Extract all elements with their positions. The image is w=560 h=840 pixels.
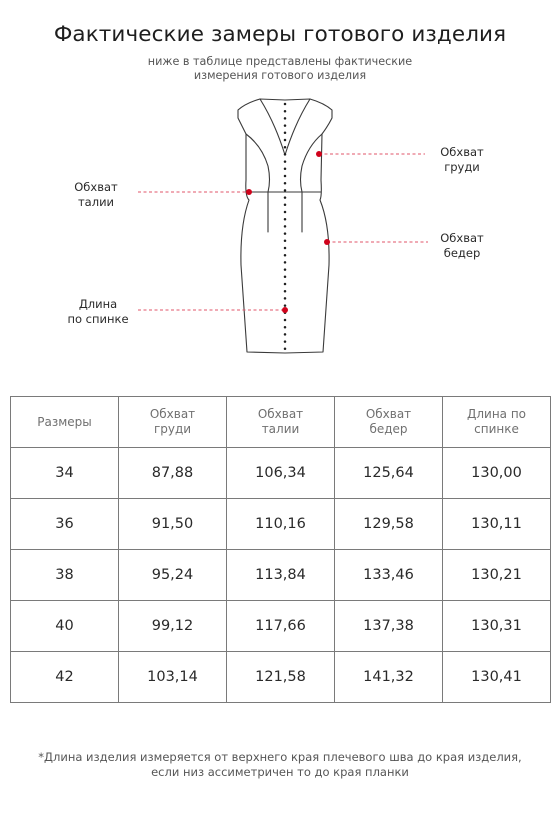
size-table-header-row — [11, 397, 551, 448]
length-dot — [284, 110, 287, 113]
length-dot — [284, 268, 287, 271]
length-dot — [284, 254, 287, 257]
header-chest-line-1: Обхват — [149, 407, 196, 421]
header-hips-line-1: Обхват — [365, 407, 412, 421]
cell-length: 130,31 — [443, 601, 551, 652]
footnote — [0, 750, 560, 780]
length-dot — [284, 319, 287, 322]
length-dot — [284, 204, 287, 207]
cell-waist: 121,58 — [227, 652, 335, 703]
length-dot — [284, 225, 287, 228]
length-label-line-2: по спинке — [67, 312, 129, 326]
header-chest-line-2: груди — [153, 422, 192, 436]
length-dot — [284, 132, 287, 135]
length-dot — [284, 333, 287, 336]
length-dot — [284, 218, 287, 221]
cell-chest: 91,50 — [119, 499, 227, 550]
cell-chest: 99,12 — [119, 601, 227, 652]
cell-waist: 113,84 — [227, 550, 335, 601]
table-row — [11, 499, 551, 550]
header-chest — [119, 397, 227, 448]
length-dot — [284, 124, 287, 127]
waist-label — [66, 180, 126, 210]
dress-outline-right — [285, 99, 332, 353]
cell-hips: 129,58 — [335, 499, 443, 550]
hips-label — [432, 231, 492, 261]
cell-hips: 125,64 — [335, 448, 443, 499]
length-dot — [284, 211, 287, 214]
length-label-line-1: Длина — [78, 297, 118, 311]
length-dot — [284, 146, 287, 149]
length-dot — [284, 153, 287, 156]
length-dot — [284, 189, 287, 192]
length-dot — [284, 304, 287, 307]
length-label — [58, 297, 138, 327]
cell-size: 36 — [11, 499, 119, 550]
table-row — [11, 652, 551, 703]
cell-hips: 141,32 — [335, 652, 443, 703]
cell-waist: 110,16 — [227, 499, 335, 550]
length-dot — [284, 103, 287, 106]
length-dot — [284, 168, 287, 171]
length-dot — [284, 160, 287, 163]
hips-marker — [324, 239, 330, 245]
cell-length: 130,21 — [443, 550, 551, 601]
cell-length: 130,00 — [443, 448, 551, 499]
page-title: Фактические замеры готового изделия — [53, 22, 507, 47]
header-sizes — [11, 397, 119, 448]
length-dot — [284, 283, 287, 286]
header-length — [443, 397, 551, 448]
chest-label-line-2: груди — [444, 160, 480, 174]
waist-label-line-2: талии — [77, 195, 115, 209]
footnote-line-2: если низ ассиметричен то до края планки — [151, 765, 409, 779]
table-row — [11, 550, 551, 601]
length-marker — [282, 307, 288, 313]
length-dot — [284, 232, 287, 235]
length-dot — [284, 290, 287, 293]
size-table — [10, 396, 551, 703]
length-dot — [284, 297, 287, 300]
cell-chest: 95,24 — [119, 550, 227, 601]
length-dot — [284, 247, 287, 250]
cell-size: 42 — [11, 652, 119, 703]
cell-waist: 106,34 — [227, 448, 335, 499]
princess-seam-left — [246, 134, 270, 192]
cell-length: 130,41 — [443, 652, 551, 703]
cell-hips: 137,38 — [335, 601, 443, 652]
header-hips-line-2: бедер — [369, 422, 408, 436]
header-hips — [335, 397, 443, 448]
header-length-line-2: спинке — [474, 422, 519, 436]
length-dot — [284, 139, 287, 142]
length-dot — [284, 240, 287, 243]
header-waist-line-2: талии — [261, 422, 300, 436]
length-dot — [284, 340, 287, 343]
length-dot — [284, 196, 287, 199]
hips-label-line-1: Обхват — [440, 231, 484, 245]
length-dot — [284, 348, 287, 351]
chest-label — [432, 145, 492, 175]
length-dot — [284, 276, 287, 279]
chest-marker — [316, 151, 322, 157]
cell-size: 34 — [11, 448, 119, 499]
cell-size: 38 — [11, 550, 119, 601]
table-row — [11, 601, 551, 652]
length-dot — [284, 182, 287, 185]
footnote-line-1: *Длина изделия измеряется от верхнего края плечевого шва до края изделия, — [38, 750, 522, 764]
header-waist-line-1: Обхват — [257, 407, 304, 421]
cell-chest: 103,14 — [119, 652, 227, 703]
length-dot — [284, 117, 287, 120]
cell-hips: 133,46 — [335, 550, 443, 601]
length-dot — [284, 326, 287, 329]
waist-marker — [246, 189, 252, 195]
length-dot — [284, 261, 287, 264]
dress-outline-left — [238, 99, 285, 353]
subtitle-line-2: измерения готового изделия — [193, 69, 367, 82]
cell-chest: 87,88 — [119, 448, 227, 499]
cell-waist: 117,66 — [227, 601, 335, 652]
header-length-line-1: Длина по — [466, 407, 527, 421]
princess-seam-right — [301, 134, 323, 192]
header-sizes-line-1: Размеры — [37, 414, 92, 429]
waist-label-line-1: Обхват — [74, 180, 118, 194]
table-row — [11, 448, 551, 499]
hips-label-line-2: бедер — [443, 246, 481, 260]
chest-label-line-1: Обхват — [440, 145, 484, 159]
cell-size: 40 — [11, 601, 119, 652]
header-waist — [227, 397, 335, 448]
length-dot — [284, 175, 287, 178]
subtitle-line-1: ниже в таблице представлены фактические — [147, 55, 413, 68]
cell-length: 130,11 — [443, 499, 551, 550]
